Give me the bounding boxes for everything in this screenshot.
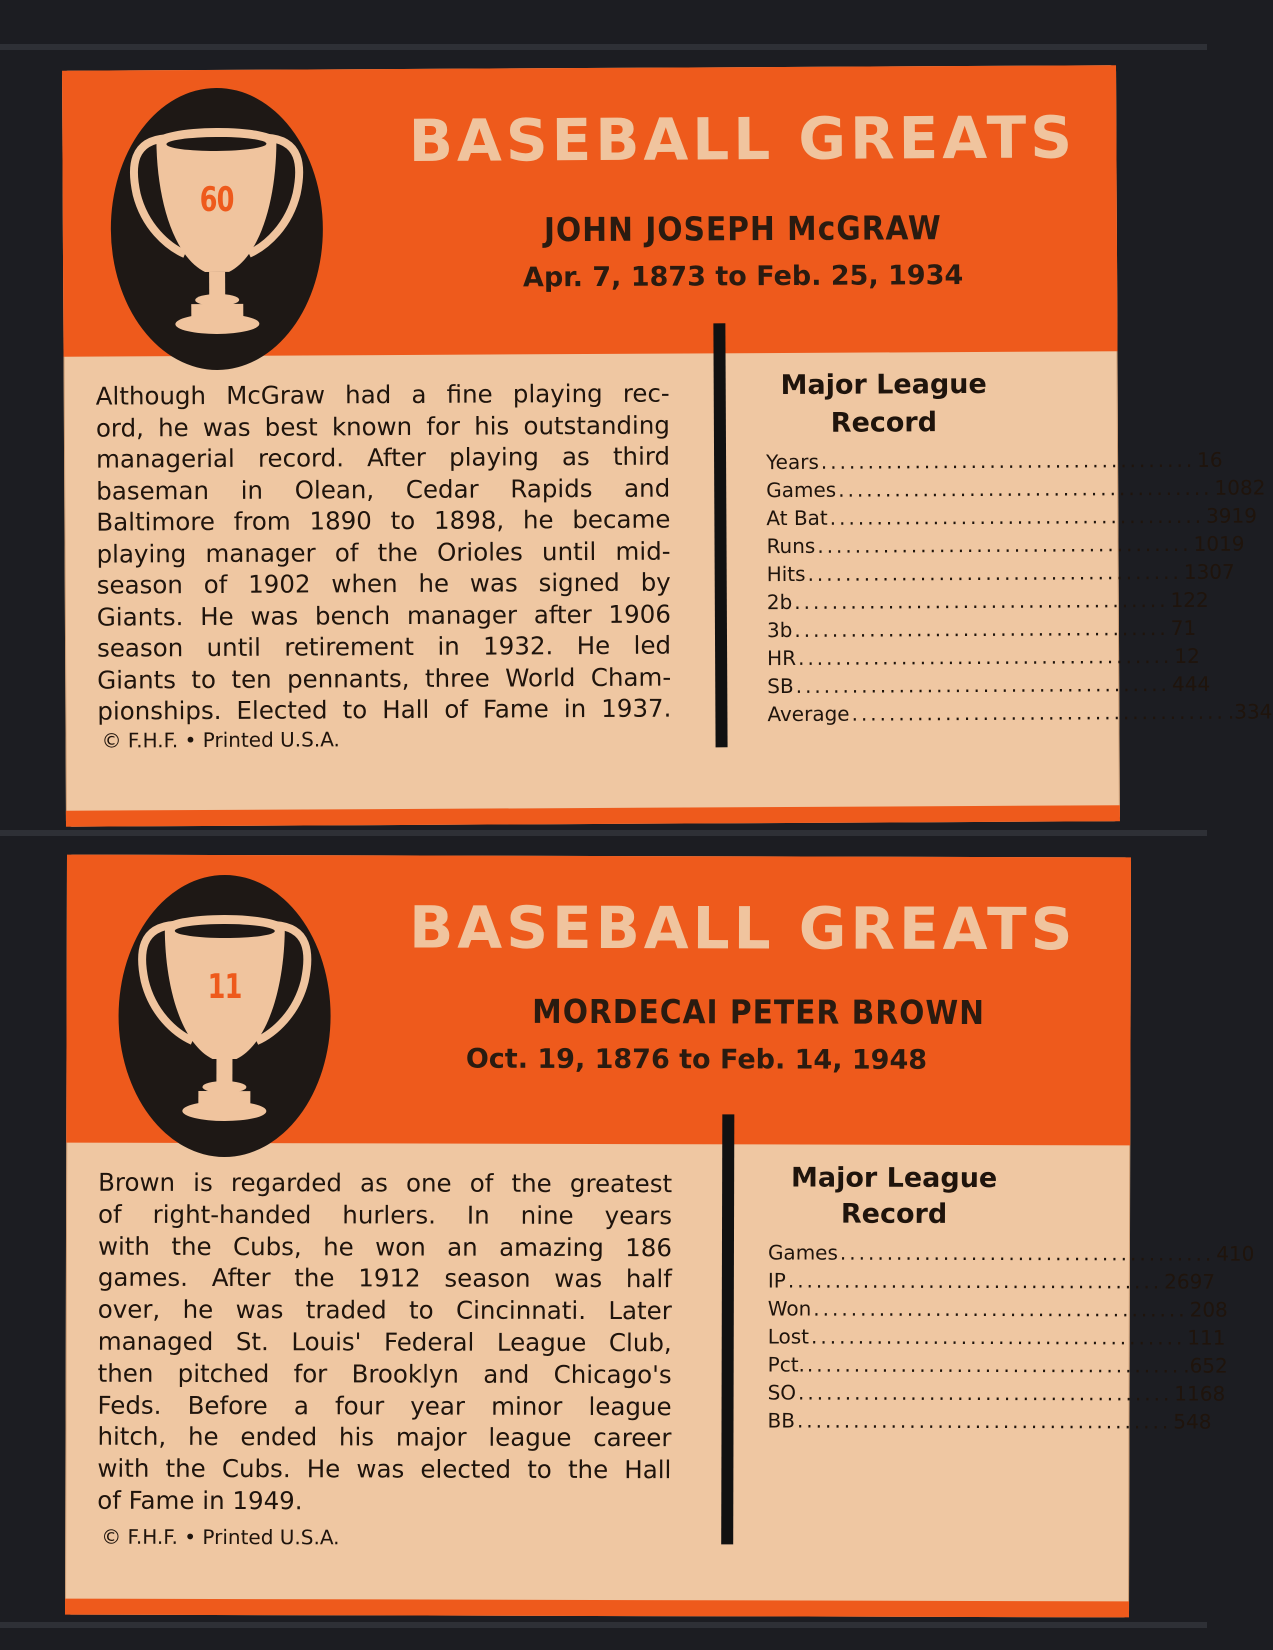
column-divider [721, 1114, 734, 1544]
stat-label: HR [767, 645, 797, 671]
stat-label: Won [767, 1296, 812, 1321]
stat-row [767, 671, 1211, 702]
stat-leader-dots: ........................................ [795, 671, 1171, 698]
trophy-cup-icon [118, 875, 331, 1158]
bio-line: season until retirement in 1932. He led [96, 630, 672, 663]
card-number: 11 [207, 966, 242, 1008]
stat-label: Years [766, 449, 819, 475]
stat-value: .334 [1227, 699, 1273, 724]
bio-line: Giants. He was bench manager after 1906 [96, 599, 671, 632]
stat-leader-dots: ........................................ [811, 1324, 1186, 1350]
stat-row [767, 1296, 1228, 1325]
stat-leader-dots: ........................................ [794, 615, 1169, 642]
stat-leader-dots: ........................................ [813, 1296, 1188, 1322]
bio-line: with the Cubs, he won an amazing 186 [97, 1231, 673, 1262]
stat-row [766, 475, 1266, 506]
bio-line: baseman in Olean, Cedar Rapids and [96, 473, 671, 506]
stat-value: 1082 [1214, 475, 1266, 500]
stat-leader-dots: ........................................ [820, 447, 1196, 474]
stat-value: 122 [1170, 587, 1209, 612]
record-heading [764, 366, 1004, 443]
copyright-footer: © F.H.F. • Printed U.S.A. [101, 727, 340, 753]
stat-label: Runs [766, 533, 816, 559]
bio-line: Baltimore from 1890 to 1898, he became [96, 504, 671, 537]
bio-line: of right-handed hurlers. In nine years [98, 1199, 673, 1230]
stat-leader-dots: ........................................ [794, 587, 1169, 614]
baseball-card-mcgraw [62, 65, 1273, 827]
stat-label: Pct. [767, 1352, 805, 1377]
bio-line: hitch, he ended his major league career [97, 1422, 672, 1453]
record-heading-line1: Major League [791, 1162, 998, 1195]
stat-value: 12 [1174, 643, 1200, 668]
stat-row [767, 1352, 1228, 1381]
stat-leader-dots: ........................................ [851, 699, 1226, 726]
record-heading-line2: Record [830, 407, 938, 439]
stat-value: .652 [1183, 1353, 1228, 1378]
stat-row [766, 587, 1209, 618]
bio-line: then pitched for Brooklyn and Chicago's [97, 1358, 672, 1389]
stat-value: 1019 [1193, 531, 1245, 556]
record-heading [774, 1160, 1014, 1233]
trophy-oval [118, 875, 331, 1158]
stat-row [767, 1268, 1216, 1297]
stat-row [767, 1324, 1226, 1353]
player-dates: Apr. 7, 1873 to Feb. 25, 1934 [522, 260, 964, 294]
stat-value: 71 [1170, 615, 1197, 640]
bio-line: managerial record. After playing as third [95, 441, 671, 474]
copyright-footer: © F.H.F. • Printed U.S.A. [101, 1524, 340, 1550]
trophy-oval [110, 87, 323, 370]
stat-label: Average [767, 701, 850, 727]
stat-row [766, 531, 1245, 562]
stat-leader-dots: ........................................ [787, 1268, 1163, 1294]
card-bottom-strip [66, 805, 1120, 827]
stat-value: 1307 [1183, 559, 1235, 584]
stat-row [767, 643, 1200, 674]
stat-leader-dots: ........................................ [796, 1408, 1172, 1434]
bio-line: playing manager of the Orioles until mid- [96, 536, 671, 569]
stat-label: IP [767, 1268, 786, 1293]
stat-leader-dots: ........................................ [829, 503, 1205, 530]
stat-row [766, 615, 1197, 646]
series-title: BASEBALL GREATS [408, 103, 1077, 175]
player-bio [97, 1167, 672, 1518]
bio-line: Giants to ten pennants, three World Cham- [97, 662, 672, 695]
bio-line: season of 1902 when he was signed by [96, 567, 671, 600]
bio-line: of Fame in 1949. [97, 1485, 303, 1516]
bio-line: with the Cubs. He was elected to the Hall [97, 1453, 672, 1485]
card-bottom-strip [65, 1599, 1129, 1618]
sleeve-divider-edge [0, 830, 1207, 836]
stat-label: Hits [766, 561, 806, 587]
bio-line: Brown is regarded as one of the greatest [98, 1167, 673, 1199]
column-divider [713, 323, 727, 747]
stats-table [767, 1240, 1255, 1437]
stat-leader-dots: ........................................ [838, 475, 1213, 502]
record-heading-line2: Record [840, 1198, 948, 1230]
stat-row [766, 559, 1235, 590]
stat-leader-dots: ........................................ [807, 559, 1182, 586]
bio-line: ord, he was best known for his outstanding [95, 410, 670, 443]
stat-row [766, 503, 1257, 534]
sleeve-top-edge [0, 44, 1207, 50]
trophy-cup-icon [110, 87, 323, 370]
player-name: JOHN JOSEPH McGRAW [543, 208, 942, 250]
stat-row [767, 1408, 1212, 1437]
player-name: MORDECAI PETER BROWN [532, 991, 986, 1033]
card-number: 60 [199, 179, 234, 221]
sleeve-bottom-edge [0, 1622, 1207, 1628]
stat-value: 111 [1187, 1325, 1226, 1350]
stat-label: 2b [766, 589, 793, 615]
stat-value: 410 [1216, 1241, 1255, 1266]
stat-leader-dots: ........................................ [797, 1380, 1173, 1406]
stat-label: Games [766, 477, 837, 503]
stat-row [767, 699, 1273, 730]
stat-leader-dots: ........................................ [839, 1240, 1215, 1266]
bio-line: managed St. Louis' Federal League Club, [97, 1326, 672, 1358]
stat-label: SO [767, 1380, 797, 1405]
record-heading-line1: Major League [780, 368, 987, 402]
stat-label: 3b [766, 617, 793, 643]
stat-row [767, 1240, 1255, 1269]
stat-value: 444 [1171, 671, 1211, 696]
stat-value: 2697 [1164, 1269, 1216, 1294]
stat-row [766, 447, 1223, 478]
stat-label: SB [767, 673, 794, 699]
bio-line: over, he was traded to Cincinnati. Later [97, 1294, 672, 1326]
stat-label: BB [767, 1408, 796, 1433]
stat-leader-dots: ........................................ [817, 531, 1192, 558]
stat-value: 16 [1197, 447, 1223, 472]
baseball-card-brown [65, 855, 1255, 1618]
player-bio [96, 378, 672, 728]
bio-line: Although McGraw had a fine playing rec- [95, 378, 670, 411]
stat-label: At Bat [766, 505, 828, 531]
stat-value: 1168 [1174, 1381, 1226, 1406]
bio-line: games. After the 1912 season was half [97, 1263, 672, 1294]
stat-row [767, 1380, 1226, 1409]
stat-label: Games [767, 1240, 838, 1265]
stat-value: 208 [1189, 1297, 1228, 1322]
stat-label: Lost [767, 1324, 810, 1349]
bio-line: Feds. Before a four year minor league [97, 1390, 672, 1421]
bio-line: pionships. Elected to Hall of Fame in 1937. [97, 693, 672, 726]
player-dates: Oct. 19, 1876 to Feb. 14, 1948 [465, 1043, 928, 1076]
series-title: BASEBALL GREATS [409, 893, 1077, 964]
stat-leader-dots: ........................................ [806, 1352, 1182, 1378]
stat-value: 548 [1173, 1409, 1212, 1434]
stat-value: 3919 [1205, 503, 1257, 528]
stats-table [766, 447, 1273, 730]
stat-leader-dots: ........................................ [797, 643, 1173, 670]
